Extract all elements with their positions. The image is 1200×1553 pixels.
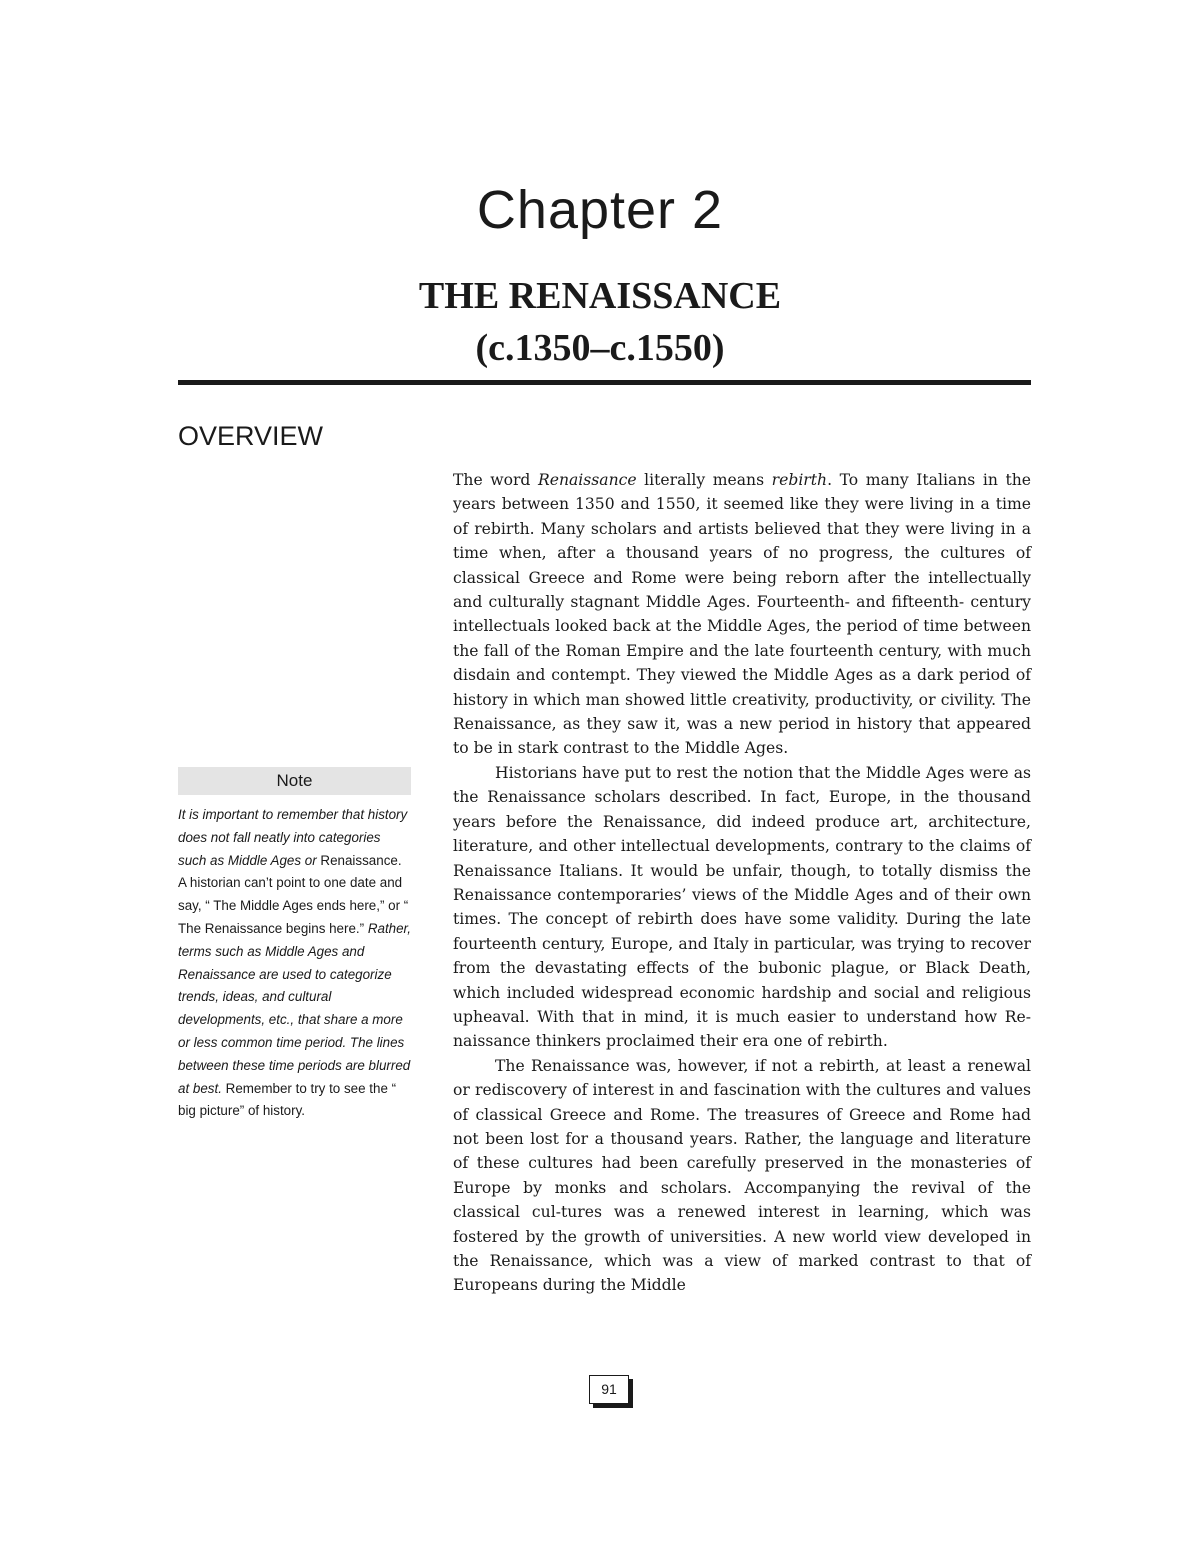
note-text-italic-2: Rather, terms such as Middle Ages and Renaissance are used to categorize trends, ideas, and cultural developments, etc., that share a more or less common time period. The lines between these time periods are blurred at best. <box>178 920 412 1096</box>
chapter-title: THE RENAISSANCE <box>418 275 782 317</box>
page-number: 91 <box>589 1375 629 1404</box>
paragraph-1-start: The word <box>453 471 538 489</box>
chapter-dates: (c.1350–c.1550) <box>475 327 725 369</box>
note-sidebar <box>178 767 411 1123</box>
body-text <box>453 468 1031 1298</box>
paragraph-3: The Renaissance was, however, if not a rebirth, at least a renewal or rediscovery of interest in and fascination with the cultures and values of classical Greece and Rome. The treasures of Greece and Rome had not been lost for a thousand years. Rather, the language and literature of these cultures had been carefully preserved in the monasteries of Europe by monks and scholars. Accompanying the revival of the classical cul-tures was a renewed interest in learning, which was fostered by the growth of universities. A new world view developed in the Renaissance, which was a view of marked contrast to that of Europeans during the Middle <box>453 1056 1031 1295</box>
note-text-roman-1: Renaissance. A historian can’t point to one date and say, “ The Middle Ages ends here,” or “ The Renaissance begins here.” <box>178 852 409 936</box>
term-rebirth: rebirth <box>771 471 828 489</box>
note-body <box>178 804 411 1123</box>
term-renaissance: Renaissance <box>537 471 637 489</box>
chapter-label: Chapter 2 <box>476 180 724 240</box>
paragraph-1-mid: literally means <box>636 471 772 489</box>
paragraph-1 <box>453 468 1031 761</box>
note-title: Note <box>178 767 411 795</box>
note-text-italic-1: It is important to remember that history does not fall neatly into categories such as Middle Ages or <box>178 807 408 868</box>
note-text-roman-2: Remember to try to see the “ big picture” of history. <box>178 1080 397 1119</box>
paragraph-1-rest: . To many Italians in the years between 1350 and 1550, it seemed like they were living in a time of rebirth. Many scholars and artists believed that they were living in a time when, after a thousand years of no progress, the cultures of classical Greece and Rome were being reborn after the intellectually and culturally stagnant Middle Ages. Fourteenth- and fifteenth- century intellectuals looked back at the Middle Ages, the period of time between the fall of the Roman Empire and the late fourteenth century, with much disdain and contempt. They viewed the Middle Ages as a dark period of history in which man showed little creativity, productivity, or civility. The Renaissance, as they saw it, was a new period in history that appeared to be in stark contrast to the Middle Ages. <box>453 471 1031 758</box>
section-heading: OVERVIEW <box>178 421 324 451</box>
title-rule <box>178 380 1031 385</box>
paragraph-2: Historians have put to rest the notion that the Middle Ages were as the Renaissance scholars described. In fact, Europe, in the thousand years before the Renaissance, did indeed produce art, architecture, literature, and other intellectual developments, contrary to the claims of Renaissance Italians. It would be unfair, though, to totally dismiss the Renaissance contemporaries’ views of the Middle Ages and of their own times. The concept of rebirth does have some validity. During the late fourteenth century, Europe, and Italy in particular, was trying to recover from the devastating effects of the bubonic plague, or Black Death, which included widespread economic hardship and social and religious upheaval. With that in mind, it is much easier to understand how Re-naissance thinkers proclaimed their era one of rebirth. <box>453 763 1031 1051</box>
